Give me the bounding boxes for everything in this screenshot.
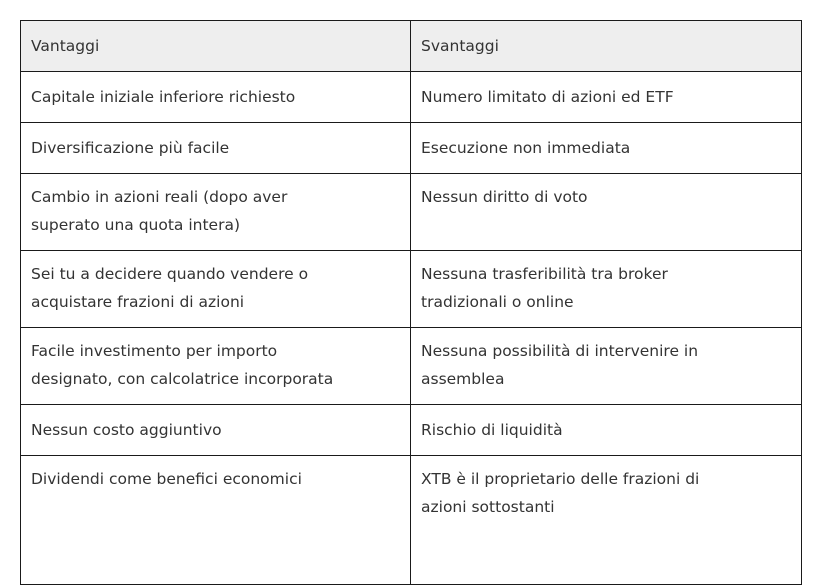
advantage-cell: [21, 72, 411, 123]
cell-line: designato, con calcolatrice incorporata: [31, 370, 334, 388]
cell-line: Sei tu a decidere quando vendere o: [31, 265, 309, 283]
advantage-cell: [21, 174, 411, 251]
advantage-cell: [21, 456, 411, 585]
advantage-cell: [21, 251, 411, 328]
disadvantage-cell: [411, 405, 802, 456]
cell-line: Capitale iniziale inferiore richiesto: [31, 88, 296, 106]
cell-line: superato una quota intera): [31, 216, 241, 234]
cell-line: acquistare frazioni di azioni: [31, 293, 245, 311]
cell-line: Cambio in azioni reali (dopo aver: [31, 188, 288, 206]
cell-line: tradizionali o online: [421, 293, 574, 311]
table-row: [21, 174, 802, 251]
cell-line: assemblea: [421, 370, 505, 388]
advantage-cell: [21, 405, 411, 456]
cell-line: Esecuzione non immediata: [421, 139, 631, 157]
table-row: [21, 328, 802, 405]
disadvantage-cell: [411, 123, 802, 174]
cell-line: Diversificazione più facile: [31, 139, 230, 157]
table-row: [21, 251, 802, 328]
cell-line: Rischio di liquidità: [421, 421, 563, 439]
cell-line: Dividendi come benefici economici: [31, 470, 302, 488]
cell-line: azioni sottostanti: [421, 498, 555, 516]
cell-line: XTB è il proprietario delle frazioni di: [421, 470, 700, 488]
disadvantage-cell: [411, 72, 802, 123]
cell-line: Numero limitato di azioni ed ETF: [421, 88, 674, 106]
disadvantage-cell: [411, 456, 802, 585]
table-row: [21, 456, 802, 585]
advantage-cell: [21, 328, 411, 405]
header-vantaggi: Vantaggi: [21, 21, 411, 72]
table-row: [21, 405, 802, 456]
disadvantage-cell: [411, 328, 802, 405]
disadvantage-cell: [411, 251, 802, 328]
cell-line: Facile investimento per importo: [31, 342, 278, 360]
table-row: [21, 72, 802, 123]
table-header-row: [21, 21, 802, 72]
cell-line: Nessuna possibilità di intervenire in: [421, 342, 699, 360]
cell-line: Nessun costo aggiuntivo: [31, 421, 222, 439]
header-svantaggi: Svantaggi: [411, 21, 802, 72]
disadvantage-cell: [411, 174, 802, 251]
table-row: [21, 123, 802, 174]
advantage-cell: [21, 123, 411, 174]
pros-cons-table: [20, 20, 802, 585]
cell-line: Nessuna trasferibilità tra broker: [421, 265, 668, 283]
cell-line: Nessun diritto di voto: [421, 188, 588, 206]
